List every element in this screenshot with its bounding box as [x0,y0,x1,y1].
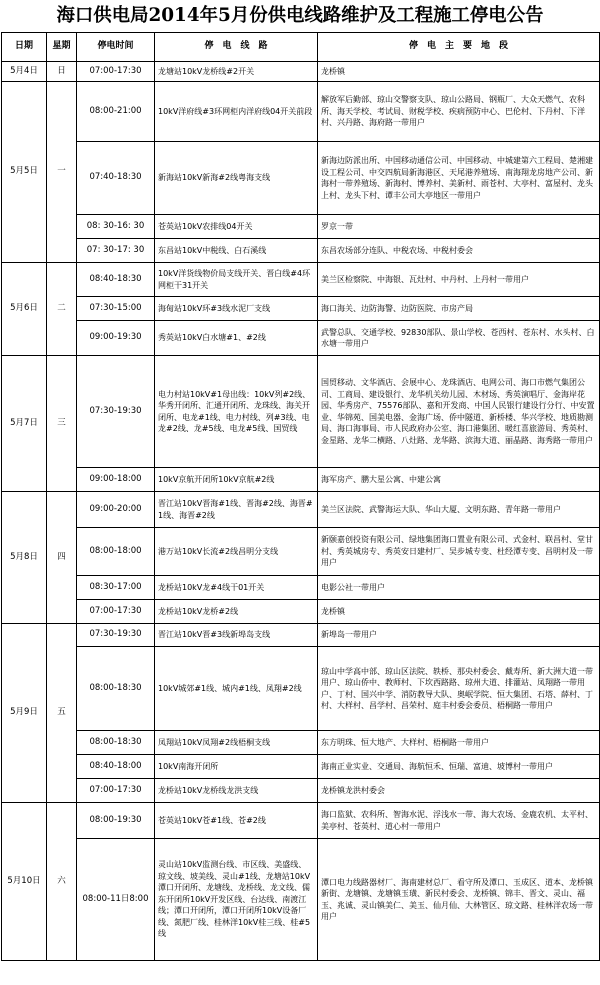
area-cell: 新海边防派出所、中国移动通信公司、中国移动、中城建第六工程局、楚湘建设工程公司、中交四航局新海港区、天尾港养殖场、南海翔龙房地产公司、新海村一带养殖场、新海村、博养村、美新村、雨苍村、大亭村、富屋村、龙头上村、龙头下村、谭丰公司大亭地区一带用户 [318,142,600,215]
table-row [2,356,600,468]
weekday-cell: 四 [47,492,77,624]
time-cell: 08:00-11日8:00 [77,839,155,961]
area-cell: 东昌农场部分连队、中税农场、中税村委会 [318,239,600,263]
time-cell: 08:00-18:00 [77,528,155,576]
area-cell: 海口海关、边防海警、边防医院、市房产局 [318,297,600,321]
area-cell: 电影公社一带用户 [318,576,600,600]
line-cell: 灵山站10kV监测台线、市区线、美盛线、琼文线、坡美线、灵山#1线、龙塘站10kV潭口开闭所、龙塘线、龙桥线、龙文线、儒东开闭所10kV开发区线、台达线、南渡江线；潭口开闭所，潭口开闭所10kV设备厂线、氮肥厂线、桂林洋10kV桂三线、桂#5线 [155,839,318,961]
area-cell: 龙桥镇龙洪村委会 [318,779,600,803]
table-row [2,755,600,779]
time-cell: 07:40-18:30 [77,142,155,215]
weekday-cell: 五 [47,624,77,803]
line-cell: 10kV城郊#1线、城内#1线、凤翔#2线 [155,647,318,731]
line-cell: 新海站10kV新海#2线粤海支线 [155,142,318,215]
area-cell: 海军房产、鹏大星公寓、中建公寓 [318,468,600,492]
line-cell: 10kV洋货线物价局支线开关、晋白线#4环网柜干31开关 [155,263,318,297]
line-cell: 东昌站10kV中税线、白石溪线 [155,239,318,263]
time-cell: 07:00-17:30 [77,62,155,82]
time-cell: 07:30-19:30 [77,624,155,647]
area-cell: 解放军后勤部、琼山交警察支队、琼山公路局、钢瓶厂、大众天燃气、农科所、海天学校、考试局、财税学校、疾病预防中心、巴伦村、下丹村、下洋村、兴丹路、海府路一带用户 [318,82,600,142]
time-cell: 07:00-17:30 [77,600,155,624]
area-cell: 东方明珠、恒大地产、大样村、梧桐路一带用户 [318,731,600,755]
line-cell: 凤翔站10kV凤翔#2线梧桐支线 [155,731,318,755]
date-cell: 5月5日 [2,82,47,263]
time-cell: 07:30-15:00 [77,297,155,321]
outage-table [1,32,600,961]
weekday-cell: 一 [47,82,77,263]
table-row [2,263,600,297]
table-row [2,82,600,142]
time-cell: 08:30-17:00 [77,576,155,600]
line-cell: 苍英站10kV苍#1线、苍#2线 [155,803,318,839]
weekday-cell: 二 [47,263,77,356]
area-cell: 美兰区检察院、中海银、瓦灶村、中丹村、上丹村一带用户 [318,263,600,297]
date-cell: 5月4日 [2,62,47,82]
area-cell: 琼山中学高中部、琼山区法院、轶桥、那央村委会、戴寿所、新大洲大道一带用户、琼山侨中、教师村、下坎西路路、琼州大道、排灌站、凤翔路一带用户、丁村、国兴中学、消防教导大队、奥岷学院、恒大集团、石塔、薛村、丁村、大样村、昌学村、昌荣村、庭丰村委会委员、梧桐路一带用户 [318,647,600,731]
line-cell: 10kV京航开闭所10kV京航#2线 [155,468,318,492]
area-cell: 美兰区法院、武警海运大队、华山大厦、文明东路、青年路一带用户 [318,492,600,528]
time-cell: 09:00-19:30 [77,321,155,356]
line-cell: 龙桥站10kV龙桥#2线 [155,600,318,624]
table-row [2,600,600,624]
line-cell: 龙塘站10kV龙桥线#2开关 [155,62,318,82]
table-row [2,468,600,492]
area-cell: 国贸移动、文华酒店、会展中心、龙珠酒店、电网公司、海口市燃气集团公司、工商局、建设银行、龙华机关幼儿园、木材场、秀英演唱厅、金海岸花园、华秀房产、75576部队、嘉和开发商、中国人民银行建设行分行、中安置业、华锦苑、国美电器、金海广场、侨中隧道、新桥楼、华兴学校、地质勘测局、海口海事局、市人民政府办公室、海口港集团、暖红喜旅游局、秀英村、金星路、龙华二横路、八灶路、龙华路、滨海大道、丽晶路、海秀路一带用户 [318,356,600,468]
table-row [2,647,600,731]
date-cell: 5月8日 [2,492,47,624]
time-cell: 08:40-18:30 [77,263,155,297]
table-row [2,62,600,82]
line-cell: 龙桥站10kV龙#4线干01开关 [155,576,318,600]
date-cell: 5月9日 [2,624,47,803]
date-cell: 5月7日 [2,356,47,492]
date-cell: 5月10日 [2,803,47,961]
area-cell: 新颐嘉创投资有限公司、绿地集团海口置业有限公司、式金村、联昌村、堂甘村、秀英城房专、秀英安日建村厂、吴步城专变、杜经潭专变、昌明村及一带用户 [318,528,600,576]
date-cell: 5月6日 [2,263,47,356]
header-weekday: 星期 [47,33,77,62]
time-cell: 08:00-19:30 [77,803,155,839]
time-cell: 08: 30-16: 30 [77,215,155,239]
table-header-row [2,33,600,62]
time-cell: 08:00-18:30 [77,731,155,755]
table-row [2,528,600,576]
area-cell: 海口监狱、农科所、智海水泥、浮浅水一带、海大农场、金鹿农机、太平村、美亭村、苍英村、道心村一带用户 [318,803,600,839]
time-cell: 08:00-18:30 [77,647,155,731]
line-cell: 苍英站10kV农排线04开关 [155,215,318,239]
line-cell: 龙桥站10kV龙桥线龙洪支线 [155,779,318,803]
area-cell: 海南正业实业、交通局、海航恒禾、恒瑞、富迪、坡博村一带用户 [318,755,600,779]
line-cell: 秀英站10kV白水塘#1、#2线 [155,321,318,356]
table-row [2,803,600,839]
time-cell: 07: 30-17: 30 [77,239,155,263]
table-row [2,839,600,961]
time-cell: 08:00-21:00 [77,82,155,142]
time-cell: 08:40-18:00 [77,755,155,779]
time-cell: 09:00-18:00 [77,468,155,492]
table-row [2,239,600,263]
area-cell: 武警总队、交通学校、92830部队、景山学校、苍西村、苍东村、水头村、白水塘一带用户 [318,321,600,356]
table-row [2,142,600,215]
area-cell: 龙桥镇 [318,62,600,82]
line-cell: 海甸站10kV环#3线水泥厂支线 [155,297,318,321]
table-row [2,576,600,600]
line-cell: 10kV洋府线#3环网柜内洋府线04开关前段 [155,82,318,142]
table-row [2,624,600,647]
area-cell: 潭口电力线路器材厂、海南建材总厂、看守所及潭口、玉成区、道本、龙桥镇新街、龙塘镇、龙塘镇玉璜、新民村委会、龙桥镇、锦丰、晋文、灵山、福玉、兆诚、灵山镇美仁、美玉、仙月仙、大林管区、琼文路、桂林洋农场一带用户 [318,839,600,961]
table-row [2,297,600,321]
line-cell: 晋江站10kV晋海#1线、晋海#2线、海晋#1线、海晋#2线 [155,492,318,528]
weekday-cell: 日 [47,62,77,82]
weekday-cell: 六 [47,803,77,961]
table-row [2,215,600,239]
line-cell: 港万站10kV长流#2线昌明分支线 [155,528,318,576]
table-row [2,321,600,356]
header-time: 停电时间 [77,33,155,62]
time-cell: 07:00-17:30 [77,779,155,803]
header-area: 停 电 主 要 地 段 [318,33,600,62]
area-cell: 罗京一带 [318,215,600,239]
page-title: 海口供电局2014年5月份供电线路维护及工程施工停电公告 [56,5,544,26]
weekday-cell: 三 [47,356,77,492]
time-cell: 07:30-19:30 [77,356,155,468]
area-cell: 新埠岛一带用户 [318,624,600,647]
time-cell: 09:00-20:00 [77,492,155,528]
table-row [2,492,600,528]
table-row [2,779,600,803]
table-row [2,731,600,755]
area-cell: 龙桥镇 [318,600,600,624]
line-cell: 10kV南海开闭所 [155,755,318,779]
header-date: 日期 [2,33,47,62]
header-line: 停 电 线 路 [155,33,318,62]
line-cell: 晋江站10kV晋#3线新埠岛支线 [155,624,318,647]
line-cell: 电力村站10kV#1母出线：10kV列#2线、华秀开闭所、汇通开闭所、龙珠线、海关开闭所、电龙#1线、电力村线、列#3线、电龙#2线、龙#5线、电龙#5线、国贸线 [155,356,318,468]
